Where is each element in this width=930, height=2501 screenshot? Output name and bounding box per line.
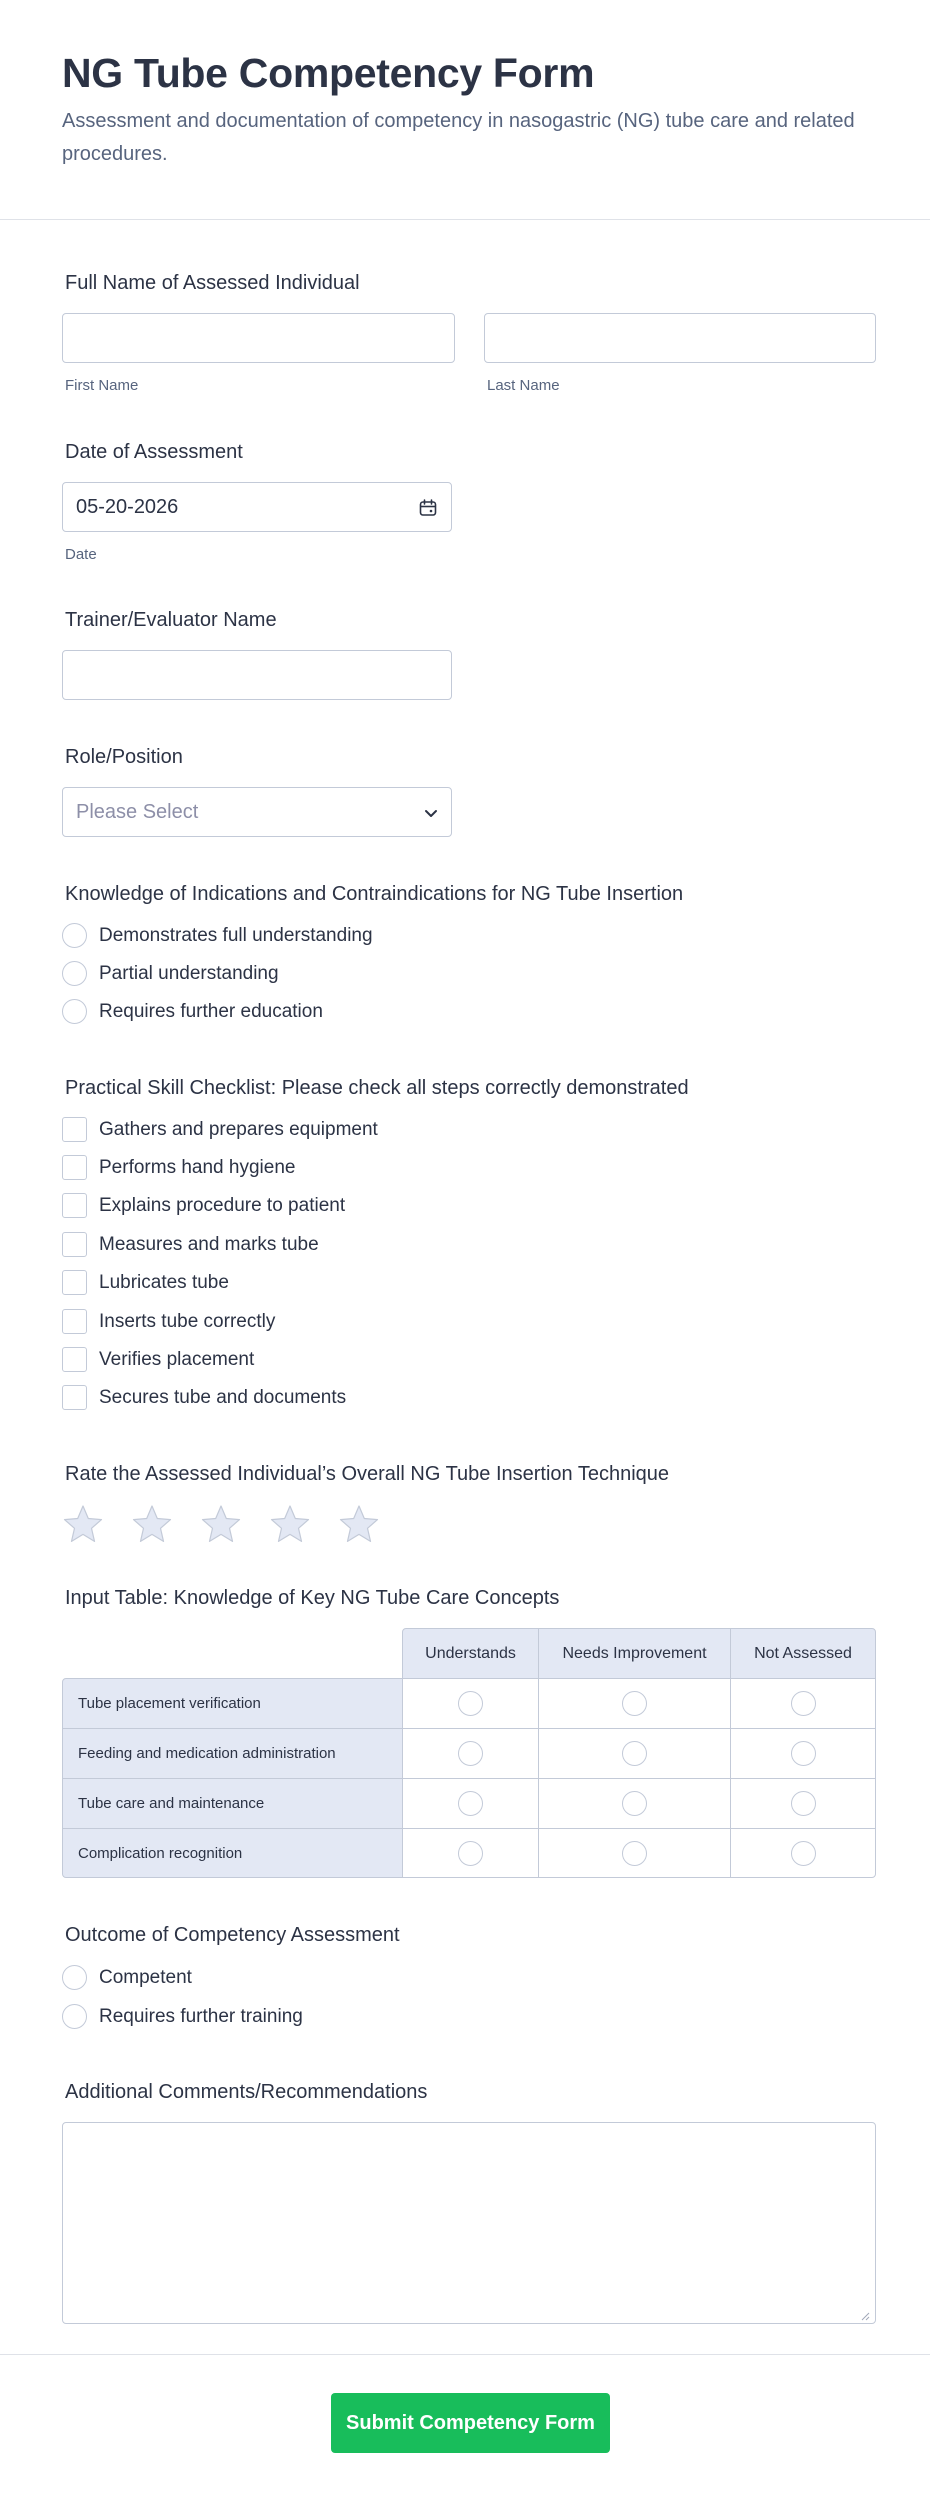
matrix-radio[interactable]	[458, 1741, 483, 1766]
checklist-item-label: Measures and marks tube	[99, 1234, 319, 1255]
checkbox[interactable]	[62, 1385, 87, 1410]
star-icon[interactable]	[269, 1503, 311, 1545]
knowledge-option-label: Partial understanding	[99, 963, 279, 984]
knowledge-radio-1[interactable]	[62, 961, 87, 986]
matrix-radio[interactable]	[622, 1791, 647, 1816]
matrix-cell[interactable]	[538, 1678, 731, 1729]
checkbox[interactable]	[62, 1347, 87, 1372]
knowledge-label: Knowledge of Indications and Contraindications for NG Tube Insertion	[65, 883, 684, 905]
matrix-label: Input Table: Knowledge of Key NG Tube Care Concepts	[65, 1587, 560, 1609]
outcome-label: Outcome of Competency Assessment	[65, 1924, 400, 1946]
outcome-option-label: Requires further training	[99, 2006, 303, 2027]
matrix-radio[interactable]	[791, 1791, 816, 1816]
header-divider	[0, 219, 930, 220]
matrix-cell[interactable]	[730, 1828, 876, 1878]
chevron-down-icon	[423, 805, 439, 821]
outcome-option-label: Competent	[99, 1967, 192, 1988]
star-icon[interactable]	[62, 1503, 104, 1545]
matrix-cell[interactable]	[402, 1728, 539, 1779]
checklist-item-label: Explains procedure to patient	[99, 1195, 346, 1216]
trainer-name-input[interactable]	[62, 650, 452, 700]
outcome-radio-0[interactable]	[62, 1965, 87, 1990]
checkbox[interactable]	[62, 1155, 87, 1180]
matrix-cell[interactable]	[730, 1678, 876, 1729]
first-name-sublabel: First Name	[65, 377, 139, 394]
matrix-radio[interactable]	[791, 1841, 816, 1866]
knowledge-option-label: Requires further education	[99, 1001, 323, 1022]
matrix-row-label: Tube placement verification	[62, 1678, 403, 1729]
matrix-cell[interactable]	[730, 1778, 876, 1829]
star-icon[interactable]	[131, 1503, 173, 1545]
star-icon[interactable]	[338, 1503, 380, 1545]
matrix-radio[interactable]	[791, 1741, 816, 1766]
matrix-radio[interactable]	[791, 1691, 816, 1716]
matrix-table	[62, 1628, 876, 1878]
page-subtitle: Assessment and documentation of competency in nasogastric (NG) tube care and related procedures.	[62, 110, 855, 165]
checklist-item-label: Lubricates tube	[99, 1272, 229, 1293]
last-name-input[interactable]	[484, 313, 876, 363]
matrix-radio[interactable]	[622, 1741, 647, 1766]
rating-label: Rate the Assessed Individual’s Overall NG Tube Insertion Technique	[65, 1463, 670, 1485]
knowledge-radio-0[interactable]	[62, 923, 87, 948]
matrix-radio[interactable]	[458, 1691, 483, 1716]
submit-button[interactable]: Submit Competency Form	[331, 2393, 610, 2453]
checklist-item-label: Secures tube and documents	[99, 1387, 347, 1408]
matrix-row-label: Tube care and maintenance	[62, 1778, 403, 1829]
first-name-input[interactable]	[62, 313, 455, 363]
checklist-item-label: Inserts tube correctly	[99, 1311, 276, 1332]
star-icon[interactable]	[200, 1503, 242, 1545]
matrix-radio[interactable]	[622, 1691, 647, 1716]
outcome-radio-1[interactable]	[62, 2004, 87, 2029]
matrix-radio[interactable]	[622, 1841, 647, 1866]
last-name-sublabel: Last Name	[487, 377, 560, 394]
matrix-cell[interactable]	[538, 1828, 731, 1878]
matrix-row-label: Complication recognition	[62, 1828, 403, 1878]
matrix-cell[interactable]	[538, 1728, 731, 1779]
matrix-cell[interactable]	[730, 1728, 876, 1779]
knowledge-radio-2[interactable]	[62, 999, 87, 1024]
date-input[interactable]	[62, 482, 452, 532]
matrix-cell[interactable]	[402, 1828, 539, 1878]
matrix-radio[interactable]	[458, 1791, 483, 1816]
checklist-item-label: Verifies placement	[99, 1349, 255, 1370]
matrix-column-header: Needs Improvement	[538, 1628, 731, 1679]
calendar-icon[interactable]	[418, 498, 438, 518]
checkbox[interactable]	[62, 1193, 87, 1218]
checkbox[interactable]	[62, 1117, 87, 1142]
star-rating[interactable]	[62, 1503, 402, 1547]
resize-handle-icon[interactable]	[860, 2308, 870, 2318]
date-value: 05-20-2026	[76, 496, 179, 518]
date-sublabel: Date	[65, 546, 97, 563]
checklist-label: Practical Skill Checklist: Please check all steps correctly demonstrated	[65, 1077, 689, 1099]
comments-label: Additional Comments/Recommendations	[65, 2081, 428, 2103]
checklist-item-label: Gathers and prepares equipment	[99, 1119, 378, 1140]
comments-textarea[interactable]	[62, 2122, 876, 2324]
matrix-column-header: Understands	[402, 1628, 539, 1679]
matrix-cell[interactable]	[402, 1778, 539, 1829]
trainer-label: Trainer/Evaluator Name	[65, 609, 277, 631]
matrix-column-header: Not Assessed	[730, 1628, 876, 1679]
page-title: NG Tube Competency Form	[62, 50, 595, 96]
matrix-cell[interactable]	[538, 1778, 731, 1829]
checkbox[interactable]	[62, 1232, 87, 1257]
matrix-row-label: Feeding and medication administration	[62, 1728, 403, 1779]
full-name-label: Full Name of Assessed Individual	[65, 272, 360, 294]
footer-divider	[0, 2354, 930, 2355]
role-select[interactable]	[62, 787, 452, 837]
checkbox[interactable]	[62, 1270, 87, 1295]
role-placeholder: Please Select	[76, 801, 199, 823]
checkbox[interactable]	[62, 1309, 87, 1334]
role-label: Role/Position	[65, 746, 183, 768]
date-label: Date of Assessment	[65, 441, 243, 463]
matrix-radio[interactable]	[458, 1841, 483, 1866]
matrix-cell[interactable]	[402, 1678, 539, 1729]
checklist-item-label: Performs hand hygiene	[99, 1157, 296, 1178]
knowledge-option-label: Demonstrates full understanding	[99, 925, 373, 946]
